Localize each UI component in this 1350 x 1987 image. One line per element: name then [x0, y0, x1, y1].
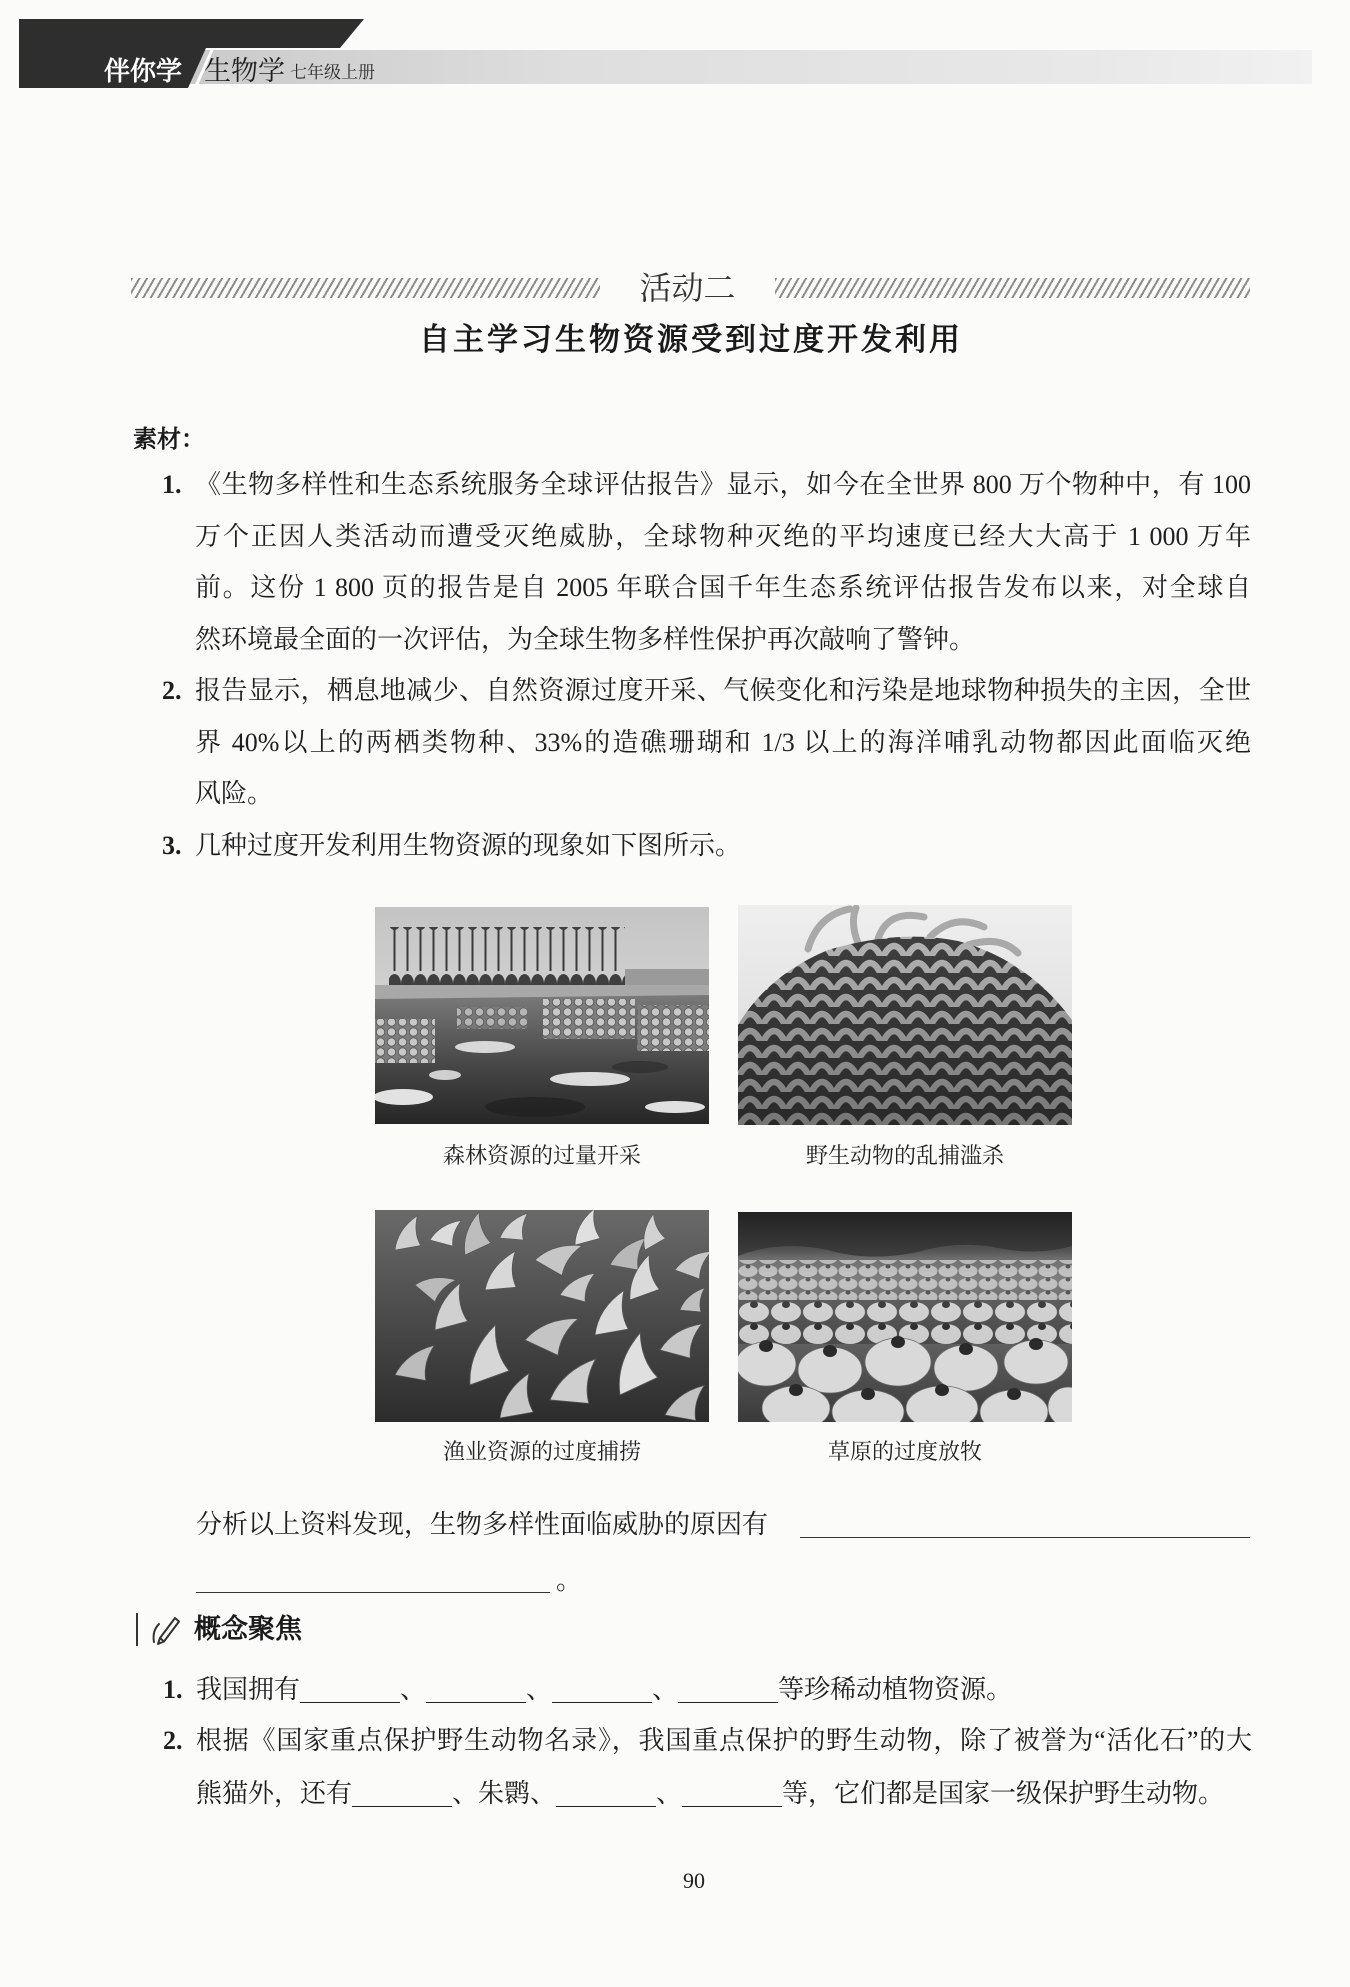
paragraph-line: 几种过度开发利用生物资源的现象如下图所示。	[195, 831, 742, 860]
concept-item-2-continued	[196, 1768, 1252, 1820]
answer-blank	[678, 1681, 778, 1703]
pencil-icon	[150, 1611, 184, 1645]
answer-blank	[556, 1785, 656, 1807]
concept-item-1	[163, 1664, 1252, 1716]
answer-blank	[682, 1785, 782, 1807]
answer-blank	[426, 1681, 526, 1703]
concept-text: 、	[526, 1675, 553, 1704]
concept-text: 根据《国家重点保护野生动物名录》，我国重点保护的野生动物，除了被誉为“活化石”的大	[196, 1726, 1252, 1755]
item-number: 1.	[162, 470, 182, 499]
concept-text: 、	[652, 1675, 679, 1704]
series-name: 伴你学	[104, 56, 183, 86]
header-banner	[0, 0, 1350, 100]
material-item-1	[162, 459, 1251, 666]
answer-blank	[552, 1681, 652, 1703]
sheep-flock-photo	[738, 1212, 1072, 1422]
activity-title: 自主学习生物资源受到过度开发利用	[419, 322, 963, 357]
concept-text: 等，它们都是国家一级保护野生动物。	[782, 1779, 1225, 1808]
figure-caption: 野生动物的乱捕滥杀	[805, 1143, 1004, 1168]
figure-caption: 草原的过度放牧	[827, 1439, 982, 1464]
concept-item-2	[163, 1715, 1252, 1767]
item-number: 2.	[163, 1726, 183, 1755]
answer-blank	[800, 1537, 1250, 1538]
hatch-divider-left	[131, 278, 600, 298]
analysis-end-mark: 。	[556, 1566, 583, 1595]
analysis-prompt: 分析以上资料发现，生物多样性面临威胁的原因有	[196, 1510, 769, 1539]
grade-label: 七年级上册	[290, 63, 375, 82]
concept-text: 、朱鹮、	[452, 1779, 557, 1808]
concept-text: 熊猫外，还有	[196, 1779, 353, 1808]
paragraph-line: 风险。	[195, 779, 274, 809]
concept-text: 、	[400, 1675, 427, 1704]
answer-blank	[196, 1592, 550, 1593]
concept-title: 概念聚焦	[194, 1614, 302, 1644]
paragraph-line: 报告显示，栖息地减少、自然资源过度开采、气候变化和污染是地球物种损失的主因，全世	[195, 676, 1251, 705]
shark-fins-photo	[375, 1210, 709, 1422]
paragraph-line: 万个正因人类活动而遭受灭绝威胁，全球物种灭绝的平均速度已经大大高于 1 000 万年	[195, 521, 1251, 551]
section-marker-bar	[136, 1613, 138, 1646]
page-number: 90	[683, 1868, 705, 1893]
item-number: 2.	[162, 676, 182, 705]
answer-blank	[300, 1681, 400, 1703]
hatch-divider-right	[775, 278, 1250, 298]
figure-caption: 森林资源的过量开采	[442, 1143, 641, 1168]
item-number: 1.	[163, 1675, 183, 1704]
forest-logging-photo	[375, 907, 709, 1124]
paragraph-line: 然环境最全面的一次评估，为全球生物多样性保护再次敲响了警钟。	[195, 625, 976, 655]
material-item-2	[162, 665, 1251, 820]
paragraph-line: 《生物多样性和生态系统服务全球评估报告》显示，如今在全世界 800 万个物种中，有 100	[195, 470, 1251, 499]
concept-text: 等珍稀动植物资源。	[778, 1675, 1013, 1704]
paragraph-line: 前。这份 1 800 页的报告是自 2005 年联合国千年生态系统评估报告发布以来，对全球自	[195, 573, 1251, 603]
concept-text: 、	[656, 1779, 683, 1808]
figure-caption: 渔业资源的过度捕捞	[442, 1439, 641, 1464]
answer-blank	[352, 1785, 452, 1807]
material-item-3	[162, 820, 1251, 872]
item-number: 3.	[162, 831, 182, 860]
paragraph-line: 界 40%以上的两栖类物种、33%的造礁珊瑚和 1/3 以上的海洋哺乳动物都因此面临灭绝	[195, 727, 1251, 757]
activity-label: 活动二	[639, 270, 736, 306]
ivory-pile-photo	[738, 905, 1072, 1125]
material-label: 素材：	[133, 426, 205, 453]
concept-text: 我国拥有	[196, 1675, 301, 1704]
subject-name: 生物学	[204, 56, 285, 86]
